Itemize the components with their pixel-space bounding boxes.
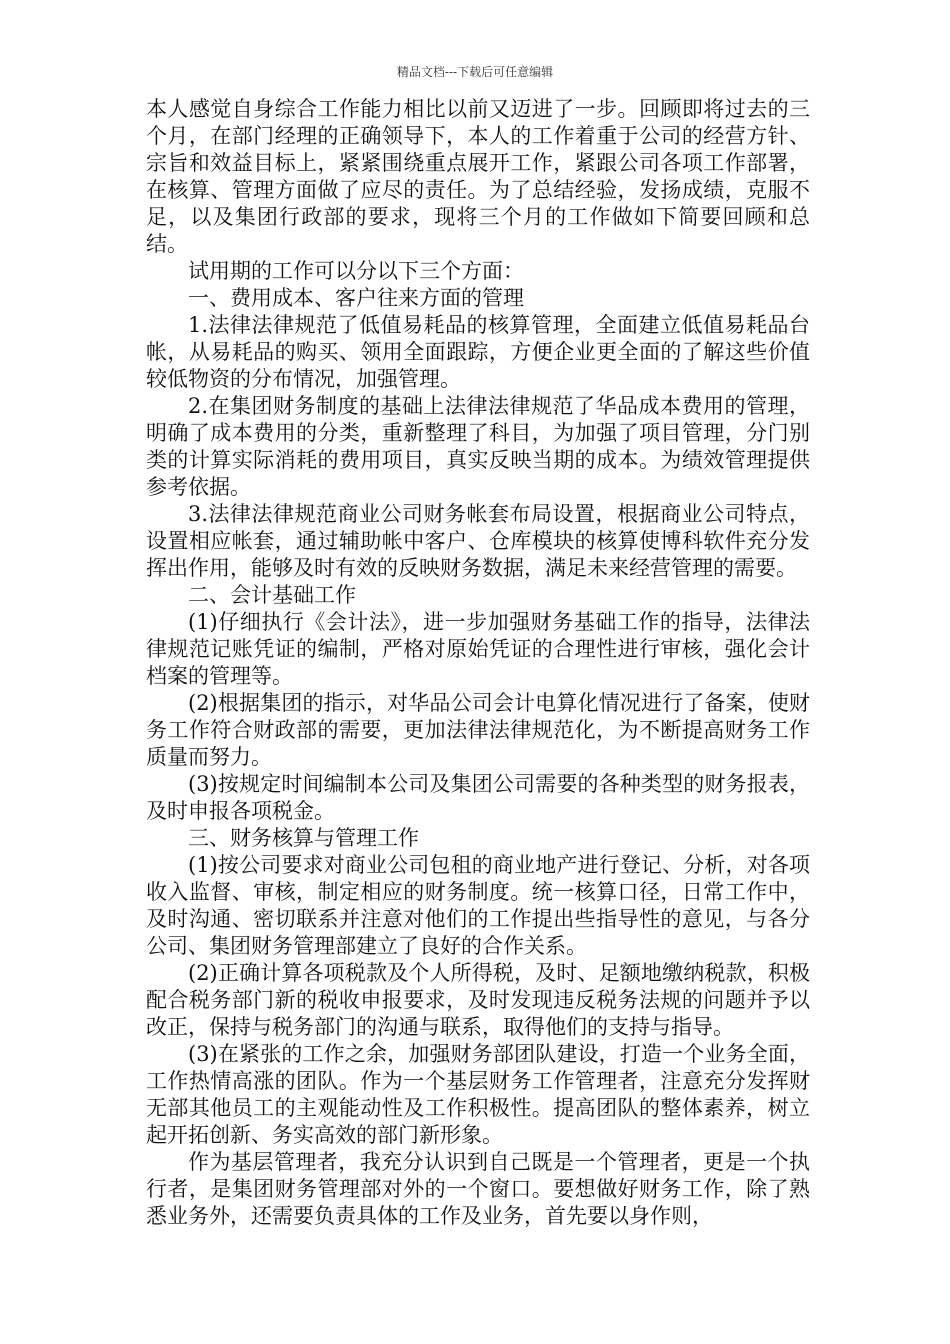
paragraph: 作为基层管理者，我充分认识到自己既是一个管理者，更是一个执行者，是集团财务管理部对外的一个窗口。要想做好财务工作，除了熟悉业务外，还需要负责具体的工作及业务，首先要以身作则，	[146, 1150, 810, 1228]
paragraph: 1.法律法律规范了低值易耗品的核算管理，全面建立低值易耗品台帐，从易耗品的购买、领用全面跟踪，方便企业更全面的了解这些价值较低物资的分布情况，加强管理。	[146, 313, 810, 391]
document-body	[146, 96, 810, 1230]
paragraph: (1)按公司要求对商业公司包租的商业地产进行登记、分析，对各项收入监督、审核，制定相应的财务制度。统一核算口径，日常工作中，及时沟通、密切联系并注意对他们的工作提出些指导性的意见，与各分公司、集团财务管理部建立了良好的合作关系。	[146, 853, 810, 958]
paragraph: (3)在紧张的工作之余，加强财务部团队建设，打造一个业务全面，工作热情高涨的团队。作为一个基层财务工作管理者，注意充分发挥财无部其他员工的主观能动性及工作积极性。提高团队的整体素养，树立起开拓创新、务实高效的部门新形象。	[146, 1042, 810, 1147]
section-heading: 二、会计基础工作	[188, 583, 356, 607]
paragraph: 2.在集团财务制度的基础上法律法律规范了华品成本费用的管理，明确了成本费用的分类，重新整理了科目，为加强了项目管理，分门别类的计算实际消耗的费用项目，真实反映当期的成本。为绩效管理提供参考依据。	[146, 394, 810, 499]
page-header: 精品文档---下载后可任意编辑	[396, 65, 554, 79]
paragraph: (2)正确计算各项税款及个人所得税，及时、足额地缴纳税款，积极配合税务部门新的税收申报要求，及时发现违反税务法规的问题并予以改正，保持与税务部门的沟通与联系，取得他们的支持与指导。	[146, 961, 810, 1039]
paragraph: (1)仔细执行《会计法》，进一步加强财务基础工作的指导，法律法律规范记账凭证的编制，严格对原始凭证的合理性进行审核，强化会计档案的管理等。	[146, 610, 810, 688]
paragraph: (3)按规定时间编制本公司及集团公司需要的各种类型的财务报表，及时申报各项税金。	[146, 772, 810, 823]
section-heading: 一、费用成本、客户往来方面的管理	[188, 286, 524, 310]
paragraph: 3.法律法律规范商业公司财务帐套布局设置，根据商业公司特点，设置相应帐套，通过辅助帐中客户、仓库模块的核算使博科软件充分发挥出作用，能够及时有效的反映财务数据，满足未来经营管理的需要。	[146, 502, 810, 580]
paragraph: (2)根据集团的指示，对华品公司会计电算化情况进行了备案，使财务工作符合财政部的需要，更加法律法律规范化，为不断提高财务工作质量而努力。	[146, 691, 810, 769]
paragraph: 试用期的工作可以分以下三个方面：	[188, 259, 524, 283]
paragraph: 本人感觉自身综合工作能力相比以前又迈进了一步。回顾即将过去的三个月，在部门经理的正确领导下，本人的工作着重于公司的经营方针、宗旨和效益目标上，紧紧围绕重点展开工作，紧跟公司各项工作部署，在核算、管理方面做了应尽的责任。为了总结经验，发扬成绩，克服不足，以及集团行政部的要求，现将三个月的工作做如下简要回顾和总结。	[146, 97, 810, 256]
section-heading: 三、财务核算与管理工作	[188, 826, 419, 850]
